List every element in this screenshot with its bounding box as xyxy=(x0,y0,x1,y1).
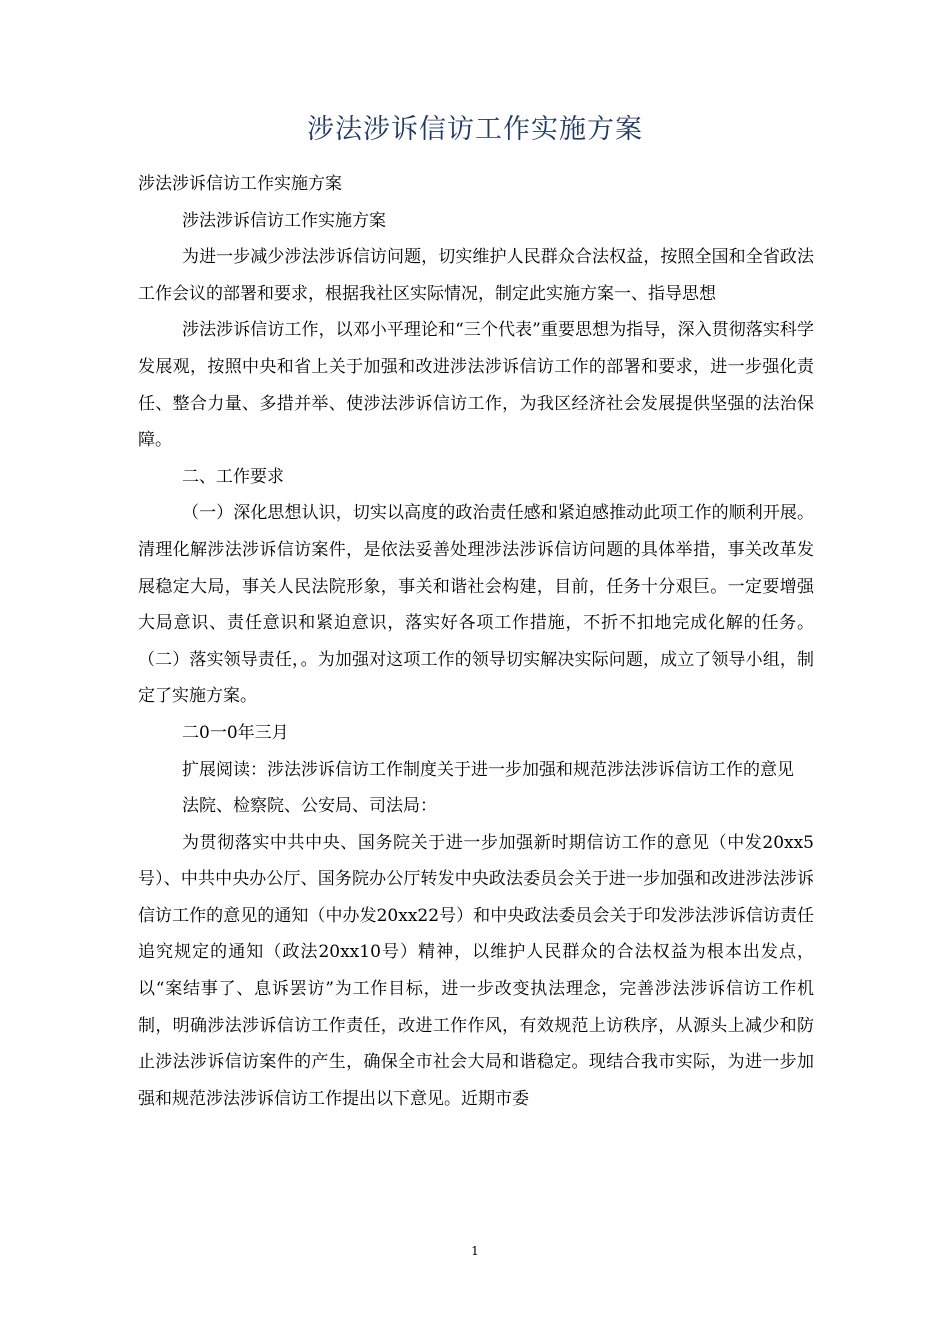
paragraph: 涉法涉诉信访工作实施方案 xyxy=(138,174,342,194)
paragraph: 扩展阅读：涉法涉诉信访工作制度关于进一步加强和规范涉法涉诉信访工作的意见 xyxy=(182,759,794,780)
paragraph: 涉法涉诉信访工作实施方案 xyxy=(182,210,386,231)
date-line: 二0一0年三月 xyxy=(182,722,289,743)
paragraph: 涉法涉诉信访工作，以邓小平理论和“三个代表”重要思想为指导，深入贯彻落实科学发展观，按照中央和省上关于加强和改进涉法涉诉信访工作的部署和要求，进一步强化责任、整合力量、多措并举、使涉法涉诉信访工作，为我区经济社会发展提供坚强的法治保障。 xyxy=(138,320,814,451)
addressee-line: 法院、检察院、公安局、司法局： xyxy=(182,796,437,817)
document-title: 涉法涉诉信访工作实施方案 xyxy=(307,114,643,145)
paragraph: （一）深化思想认识，切实以高度的政治责任感和紧迫感推动此项工作的顺利开展。清理化解涉法涉诉信访案件，是依法妥善处理涉法涉诉信访问题的具体举措，事关改革发展稳定大局，事关人民法院形象，事关和谐社会构建，目前，任务十分艰巨。一定要增强大局意识、责任意识和紧迫意识，落实好各项工作措施，不折不扣地完成化解的任务。（二）落实领导责任，。为加强对这项工作的领导切实解决实际问题，成立了领导小组，制定了实施方案。 xyxy=(138,503,814,707)
page-number: 1 xyxy=(471,1244,479,1258)
section-heading: 二、工作要求 xyxy=(182,466,284,487)
paragraph: 为进一步减少涉法涉诉信访问题，切实维护人民群众合法权益，按照全国和全省政法工作会议的部署和要求，根据我社区实际情况，制定此实施方案一、指导思想 xyxy=(138,247,814,304)
document-body xyxy=(138,166,814,1117)
paragraph: 为贯彻落实中共中央、国务院关于进一步加强新时期信访工作的意见（中发20xx5号）、中共中央办公厅、国务院办公厅转发中央政法委员会关于进一步加强和改进涉法涉诉信访工作的意见的通知（中办发20xx22号）和中央政法委员会关于印发涉法涉诉信访责任追究规定的通知（政法20xx10号）精神，以维护人民群众的合法权益为根本出发点，以“案结事了、息诉罢访”为工作目标，进一步改变执法理念，完善涉法涉诉信访工作机制，明确涉法涉诉信访工作责任，改进工作作风，有效规范上访秩序，从源头上减少和防止涉法涉诉信访案件的产生，确保全市社会大局和谐稳定。现结合我市实际，为进一步加强和规范涉法涉诉信访工作提出以下意见。近期市委 xyxy=(138,832,814,1109)
